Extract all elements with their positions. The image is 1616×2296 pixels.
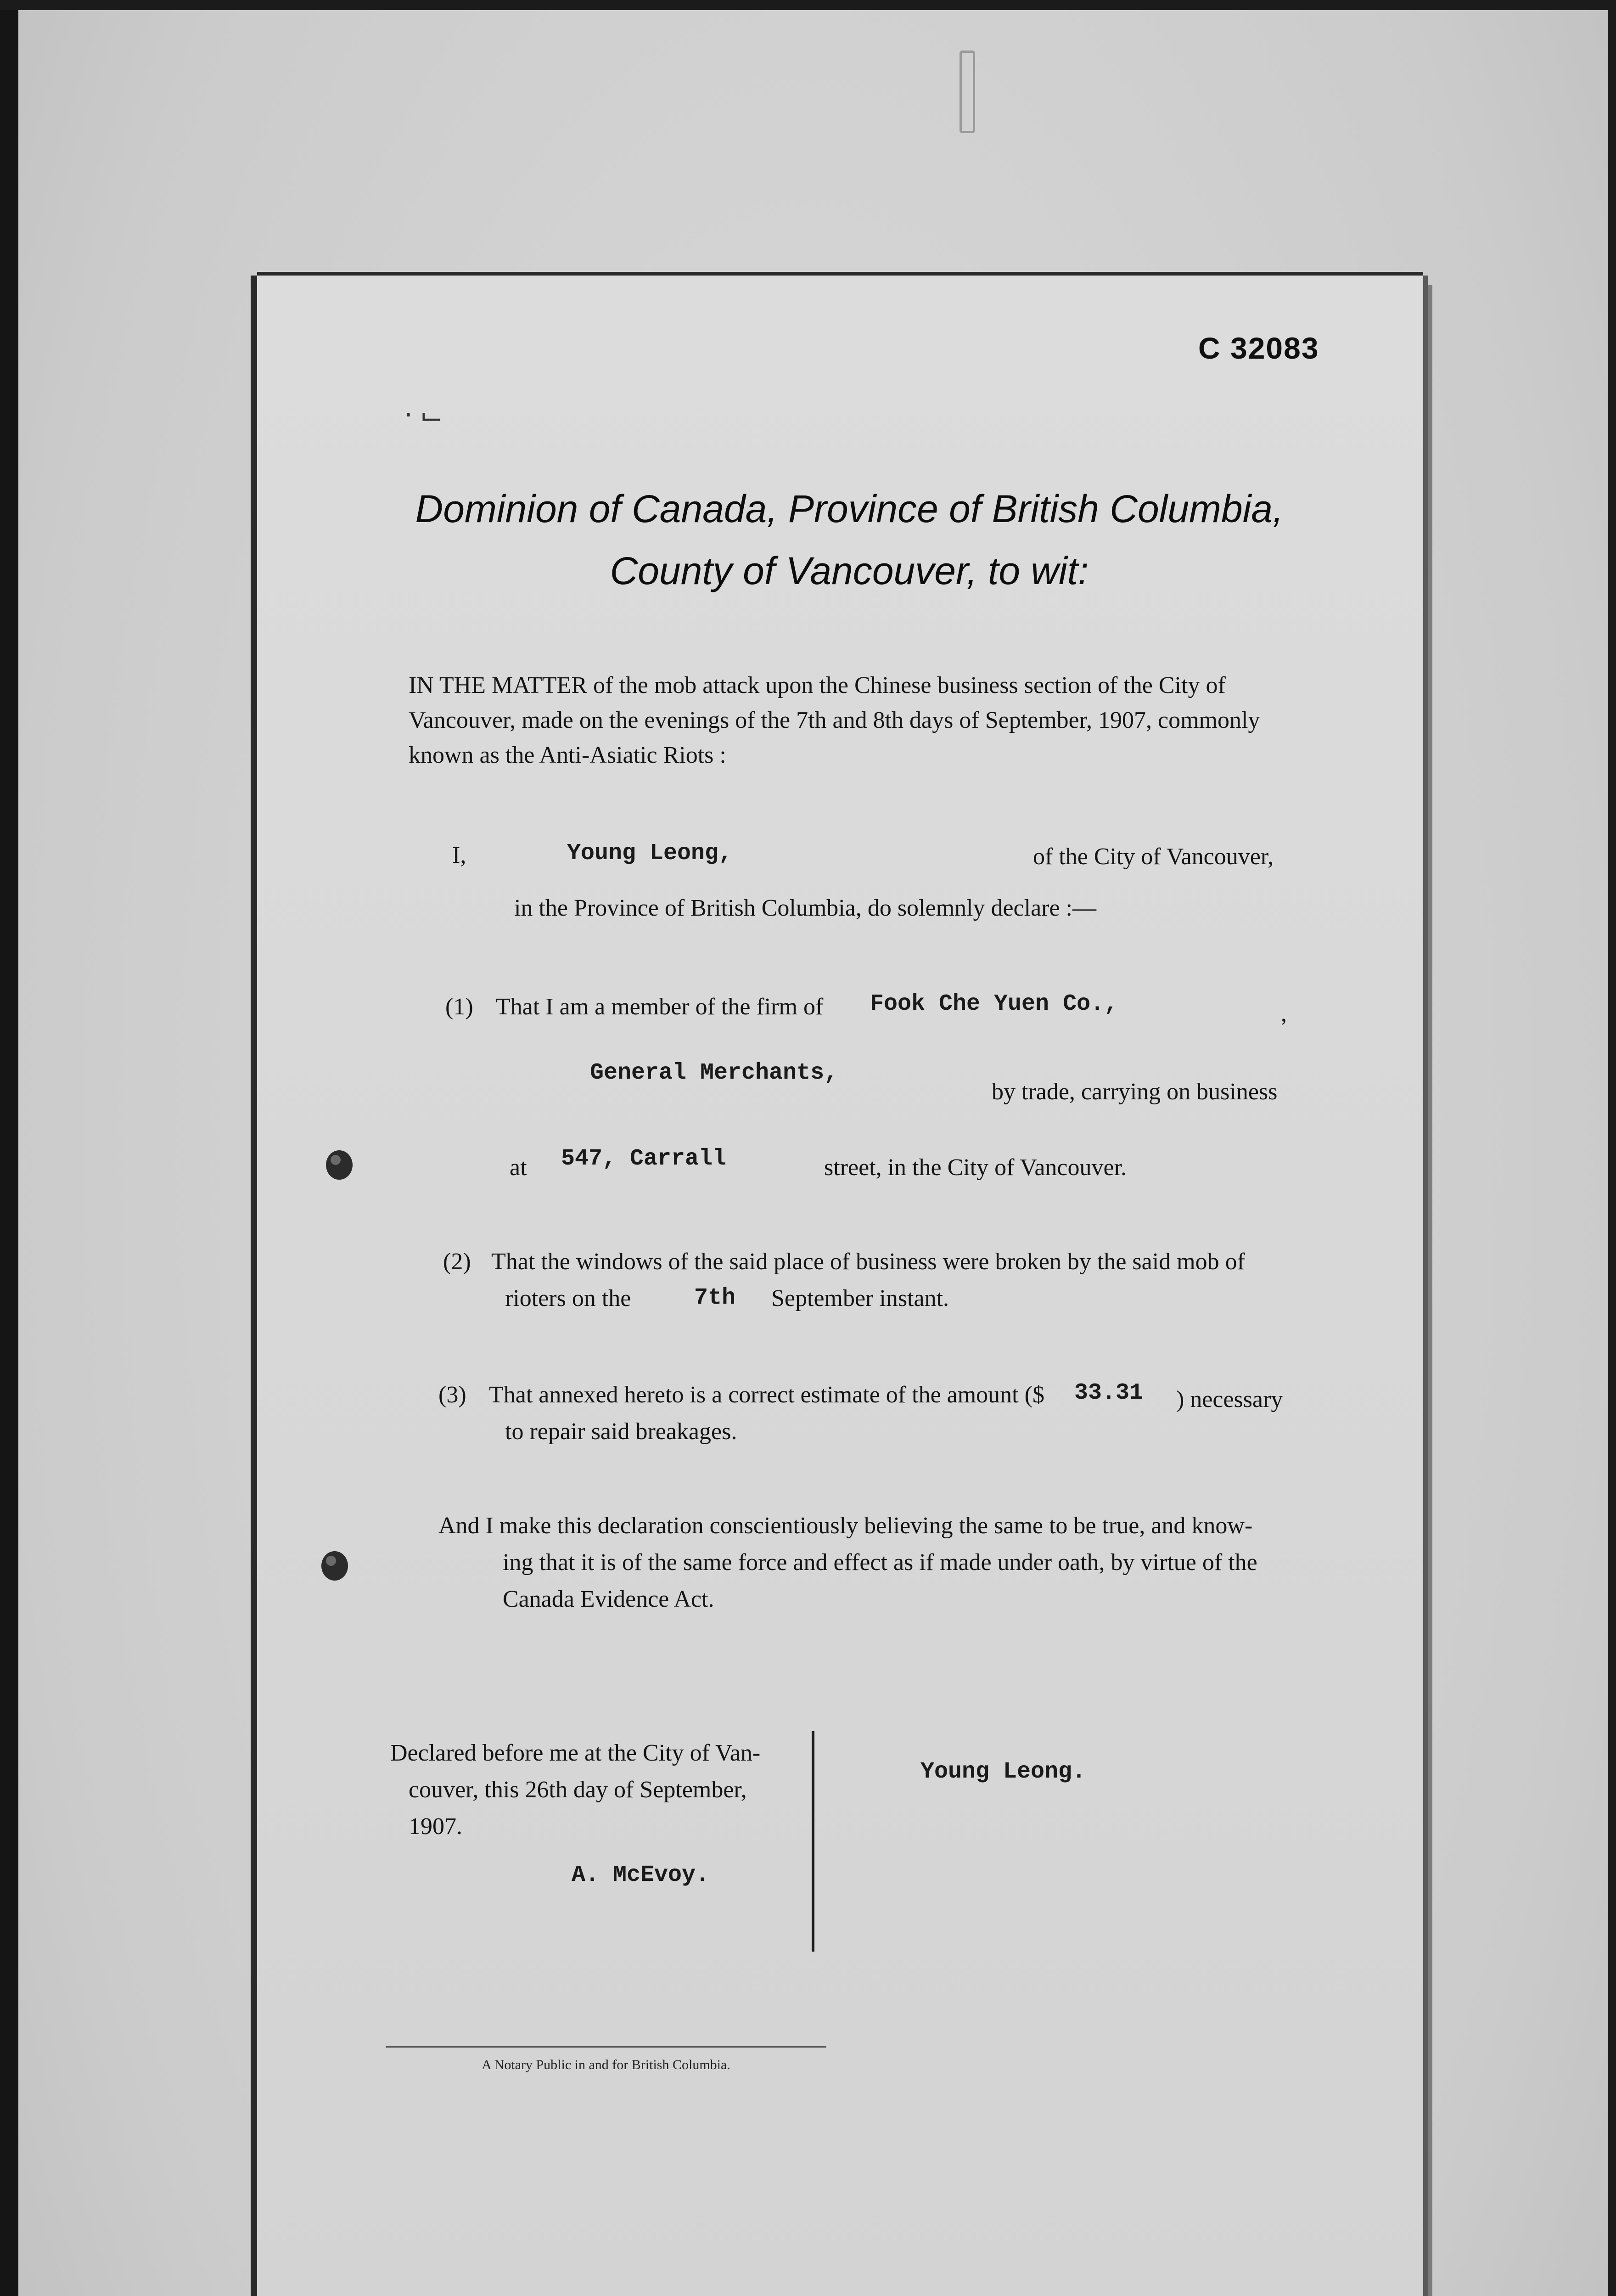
clause-2-line-1: That the windows of the said place of business were broken by the said mob of xyxy=(491,1249,1245,1275)
notary-caption: A Notary Public in and for British Columbia. xyxy=(482,2057,730,2072)
pencil-mark-icon: ‧ ⌙ xyxy=(404,400,443,431)
declaration-line-1: And I make this declaration conscientiously believing the same to be true, and know- xyxy=(438,1513,1253,1539)
clause-3-line-1-start: That annexed hereto is a correct estimate of the amount ($ xyxy=(489,1382,1044,1408)
clause-1-comma: , xyxy=(1281,1001,1287,1027)
archive-number: C 32083 xyxy=(1198,331,1319,365)
punch-hole-icon xyxy=(321,1551,348,1581)
heading-line-2: County of Vancouver, to wit: xyxy=(610,549,1089,592)
clause-1-number: (1) xyxy=(445,994,473,1020)
jurat-line-1: Declared before me at the City of Van- xyxy=(390,1740,761,1766)
firm-name: Fook Che Yuen Co., xyxy=(870,991,1118,1017)
punch-hole-icon xyxy=(326,1150,353,1180)
declarant-signature: Young Leong. xyxy=(920,1759,1086,1785)
clause-3-number: (3) xyxy=(438,1382,466,1408)
declarant-prefix: I, xyxy=(452,842,466,868)
signature-rule xyxy=(386,2046,826,2048)
clause-2-line-2-start: rioters on the xyxy=(505,1285,631,1311)
clause-1-firm-text: That I am a member of the firm of xyxy=(496,994,824,1020)
scan-edge-right xyxy=(1608,0,1616,2296)
clause-2-line-2-end: September instant. xyxy=(771,1285,949,1311)
declarant-province: in the Province of British Columbia, do solemnly declare :— xyxy=(514,895,1097,921)
clause-1-at: at xyxy=(510,1154,527,1181)
clause-3-line-1-end: ) necessary xyxy=(1176,1386,1283,1412)
matter-line-2: Vancouver, made on the evenings of the 7th and 8th days of September, 1907, commonly xyxy=(409,707,1260,733)
matter-line-1: IN THE MATTER of the mob attack upon the Chinese business section of the City of xyxy=(409,672,1226,698)
scan-edge-top xyxy=(0,0,1616,10)
heading-line-1: Dominion of Canada, Province of British Columbia, xyxy=(415,487,1284,530)
clause-2-number: (2) xyxy=(443,1249,471,1275)
paper-clip-mark xyxy=(960,51,975,133)
damage-amount: 33.31 xyxy=(1074,1380,1144,1406)
scan-edge-left xyxy=(0,0,18,2296)
notary-signature: A. McEvoy. xyxy=(572,1862,710,1888)
matter-line-3: known as the Anti-Asiatic Riots : xyxy=(409,742,726,768)
declarant-name: Young Leong, xyxy=(567,840,733,867)
declarant-city: of the City of Vancouver, xyxy=(1033,844,1274,870)
jurat-line-3: 1907. xyxy=(409,1813,462,1840)
jurat-line-2: couver, this 26th day of September, xyxy=(409,1777,747,1803)
clause-3-line-2: to repair said breakages. xyxy=(505,1418,737,1445)
clause-1-street-text: street, in the City of Vancouver. xyxy=(824,1154,1127,1181)
declaration-line-2: ing that it is of the same force and effect as if made under oath, by virtue of the xyxy=(503,1549,1257,1576)
trade-name: General Merchants, xyxy=(590,1060,838,1086)
riot-date: 7th xyxy=(694,1285,736,1311)
business-address: 547, Carrall xyxy=(561,1146,727,1172)
clause-1-trade-text: by trade, carrying on business xyxy=(992,1079,1278,1105)
declaration-line-3: Canada Evidence Act. xyxy=(503,1586,714,1612)
signature-divider xyxy=(812,1731,814,1952)
